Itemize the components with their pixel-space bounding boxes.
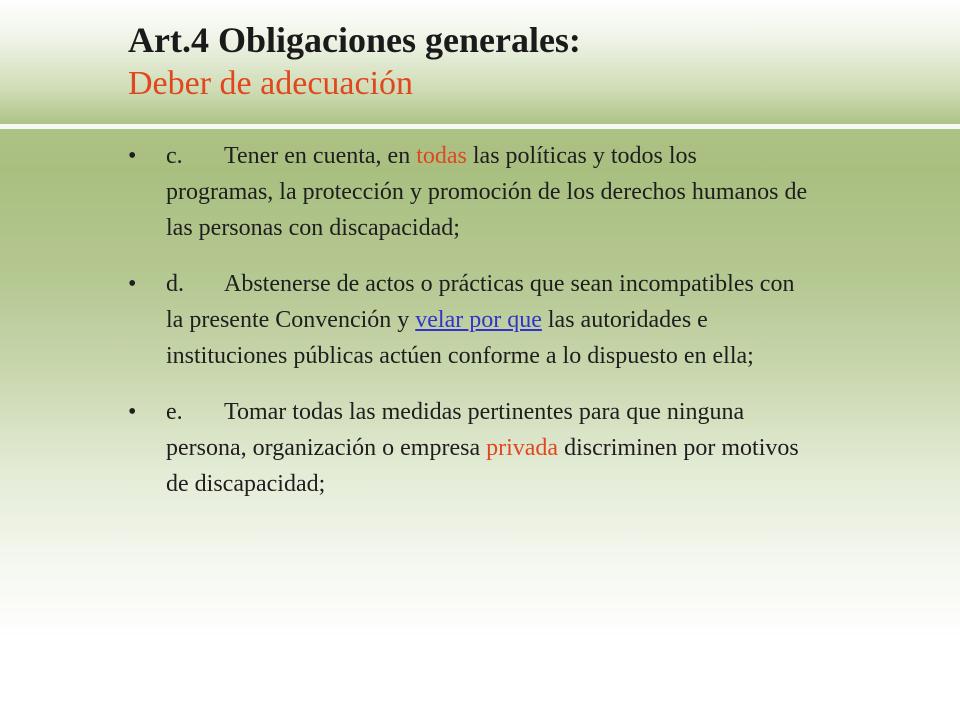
list-item-e: [128, 394, 808, 502]
item-letter: e.: [166, 399, 183, 425]
highlighted-word: privada: [486, 435, 559, 461]
obligations-list: [128, 138, 808, 522]
title-divider: [0, 124, 960, 129]
item-letter: d.: [166, 271, 184, 297]
list-item-d: [128, 266, 808, 374]
item-text: Tomar todas las medidas pertinentes para que ninguna persona, organización o empresa: [166, 399, 745, 461]
item-text: las políticas y todos los programas, la protección y promoción de los derechos humanos de las personas con discapacidad;: [166, 143, 808, 241]
item-text: Tener en cuenta, en: [224, 143, 417, 169]
item-letter: c.: [166, 143, 183, 169]
slide-subtitle: Deber de adecuación: [128, 65, 414, 102]
item-text: discriminen por motivos de discapacidad;: [166, 435, 799, 497]
item-text: Abstenerse de actos o prácticas que sean incompatibles con la presente Convención y: [166, 271, 795, 333]
velar-por-que-link[interactable]: velar por que: [415, 307, 542, 333]
slide-title: Art.4 Obligaciones generales:: [128, 20, 581, 60]
bullet-icon: •: [128, 271, 137, 297]
highlighted-word: todas: [416, 143, 467, 169]
slide-title-block: [128, 18, 928, 106]
bullet-icon: •: [128, 143, 137, 169]
bullet-icon: •: [128, 399, 137, 425]
list-item-c: [128, 138, 808, 246]
item-text: las autoridades e instituciones públicas actúen conforme a lo dispuesto en ella;: [166, 307, 754, 369]
